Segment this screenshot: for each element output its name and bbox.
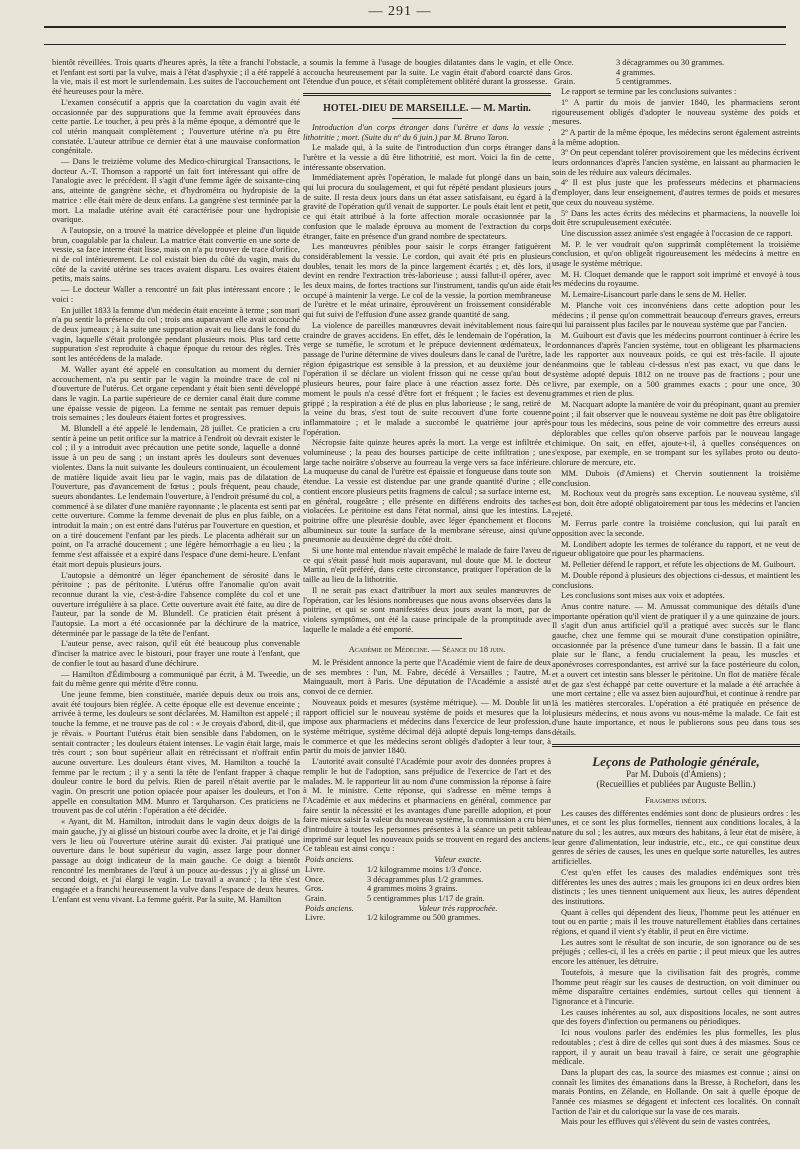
paragraph: Si une honte mal entendue n'avait empêché le malade de faire l'aveu de ce qui s'était passé huit mois auparavant, nul doute que M. le docteur Martin, n'eût préféré, dans cette circonstance, pratiquer l'opération de la taille au lieu de la lithotritie. [303, 546, 551, 585]
section-title-lecons: Leçons de Pathologie générale, [592, 753, 760, 769]
paragraph: Mais pour les effluves qui s'élèvent du sein de vastes contrées, [561, 1117, 771, 1127]
paragraph: M. Waller ayant été appelé en consultation au moment du dernier accouchement, n'a pu sentir par le vagin la moindre trace de col ni d'ouverture de l'utérus. Cet organe cependant y était bien senti développé dans le vagin. La partie supérieure de ce dernier canal était dure comme une épaisse vessie de pigeon. La femme ne sentait pas remuer depuis trois semaines ; les douleurs étaient fortes et progressives. [52, 364, 300, 423]
table-cell: 4 grammes. [616, 67, 656, 77]
paragraph: M. Guibourt est d'avis que les médecins pourront continuer à écrire les ordonnances d'après l'ancien système, tout en obligeant les pharmaciens de les rapporter aux nouveaux poids, ce qui est très-facile. Il ajoute néanmoins que le tableau ci-dessus n'est pas exact, vu que dans le système adopté depuis 1812 on ne trouve pas de fractions ; pour une livre, par exemple, on a 500 grammes exacts ; pour une once, 30 grammes et rien de plus. [552, 330, 800, 399]
paragraph: bientôt réveillées. Trois quarts d'heures après, la tête a franchi l'obstacle, et l'enfant est sorti par la vulve, mais à l'état d'asphyxie ; il a été rappelé à la vie, mais il est mort le surlendemain. Les suites de l'accouchement ont été heureuses pour la mère. [52, 58, 300, 97]
paragraph: M. Pelletier défend le rapport, et réfute les objections de M. Guibourt. [561, 560, 796, 570]
table-header: Poids anciens. [305, 903, 354, 913]
table-cell: 1/2 kilogramme ou 500 grammes. [367, 913, 481, 923]
section-subheading: Fragmens inédits. [645, 795, 707, 805]
table-cell: Grain. [554, 77, 576, 87]
paragraph: L'autorité avait consulté l'Académie pour avoir des données propres à remplir le but de l'adoption, sans préjudice de l'exercice de l'art et des malades. M. le rapporteur lit au nom d'une commission la réponse à faire à M. le ministre. Cette réponse, qui s'adresse en même temps à l'Académie et aux médecins et pharmaciens en général, commence par faire sentir la nécessité et les avantages d'une pareille adoption, et pour faire mieux saisir la valeur du nouveau système, la commission a cru bien d'introduire à toutes les personnes présentes à la séance un petit tableau imprimé sur lequel les nouveaux poids se trouvent en regard des anciens. Ce tableau est ainsi conçu : [303, 757, 551, 854]
table-row [303, 894, 551, 904]
paragraph: M. Nacquart adopte la manière de voir du préopinant, quant au premier point ; il fait observer que le nouveau système ne doit pas être obligatoire pour tous les médecins, sous peine de voir commettre des erreurs aussi déplorables que celles qu'on observe parfois par le nouveau langage chimique. On sait, en effet, ajoute-t-il, à quelles conséquences on s'expose, par exemple, en se trompant sur les syllabes proto ou deuto-chlorure de mercure, etc. [552, 399, 800, 468]
table-cell: Once. [305, 874, 325, 884]
paragraph: a soumis la femme à l'usage de bougies dilatantes dans le vagin, et elle accoucha heureusement par la suite. Le vagin était d'abord coarcté dans l'étendue d'un pouce, et s'était complètement oblitéré durant la grossesse. [303, 58, 551, 87]
paragraph: M. Planche voit ces inconvéniens dans cette adoption pour les médecins ; il pense qu'on commettrait beaucoup d'erreurs graves, erreurs qui lui paraissent plus faciles par le nouveau système que par l'ancien. [552, 300, 800, 330]
table-cell: Livre. [305, 913, 326, 923]
table-cell: Gros. [305, 884, 324, 894]
table-cell: 3 décagrammes ou 30 grammes. [616, 58, 725, 67]
paragraph: Les conclusions sont mises aux voix et adoptées. [561, 591, 725, 601]
paragraph: M. le Président annonce la perte que l'Académie vient de faire de deux de ses membres : l'un, M. Fabre, décédé à Versailles ; l'autre, M. Mainguault, mort à Paris. Une députation de l'Académie a assisté au convoi de ce dernier. [303, 658, 551, 697]
table-cell: 5 centigrammes plus 1/17 de grain. [367, 893, 485, 903]
table-row [552, 77, 800, 87]
weights-table-continued [552, 58, 800, 87]
paragraph: 5º Dans les actes écrits des médecins et pharmaciens, la nouvelle loi doit être scrupuleusement exécutée. [552, 208, 800, 228]
paragraph: A l'autopsie, on a trouvé la matrice développée et pleine d'un liquide brun, coagulable par la chaleur. La matrice était convertie en une sorte de vessie, sa face interne était lisse, mais on n'a pu trouver de trace d'orifice, ni de col intérieurement. Le col existait bien du côté du vagin, mais du côté de la cavité utérine ses traces avaient disparu. Les ovaires étaient petits, mais sains. [52, 225, 300, 284]
table-cell: Once. [554, 58, 574, 67]
column-1 [52, 58, 300, 905]
paragraph: Nécropsie faite quinze heures après la mort. La verge est infiltrée et volumineuse ; la peau des bourses participe de cette infiltration ; une large tache noirâtre s'observe au fourreau la verge vers sa face inférieure. La muqueuse du canal de l'urètre est épaissie et fongueuse dans toute son étendue. La vessie est distendue par une grande quantité d'urine ; elle contient encore plusieurs petits fragmens de calcul ; sa surface interne est, en général, rougeâtre ; elle présente en différens endroits des taches violacées. Le péritoine est dans l'état normal, ainsi que les intestins. La poitrine offre une pleurésie double, avec léger épanchement et flocons albumineux sur toute la surface de la membrane séreuse, ainsi qu'une pneumonie au deuxième degré du côté droit. [303, 438, 551, 545]
paragraph: MM. Dubois (d'Amiens) et Chervin soutiennent la troisième conclusion. [552, 468, 800, 488]
paragraph: Dans la plupart des cas, la source des miasmes est connue ; ainsi on connaît les limites des émanations dans la Bresse, à Rochefort, dans les marais Pontins, en Zélande, en Hollande. On sait à quelle époque de l'année ces miasmes se dégagent et infectent ces localités. On connaît l'action de l'air et du calorique sur la vase de ces marais. [552, 1067, 800, 1116]
section-heading-hotel-dieu: HOTEL-DIEU DE MARSEILLE. — M. Martin. [323, 103, 531, 115]
paragraph: « Ayant, dit M. Hamilton, introduit dans le vagin deux doigts de la main gauche, j'y ai glissé un bistouri courbe avec la droite, et je l'ai dirigé vers le lieu où l'ouverture utérine aurait dû exister. J'ai pratiqué une ouverture dans le bout supérieur du vagin, assez large pour donner passage au doigt indicateur de la main gauche. Ce doigt a bientôt rencontré les membranes de l'œuf à un pouce au-dessus ; j'y ai glissé un second doigt, et j'ai élargi le vagin. Le travail a avancé ; la tête s'est engagée et a franchi heureusement la vulve dans l'espace de deux heures. L'enfant est venu vivant. La femme guérit. Par la suite, M. Hamilton [52, 817, 300, 904]
header-rule [44, 26, 786, 28]
table-row [303, 913, 551, 923]
paragraph: M. Double répond à plusieurs des objections ci-dessus, et maintient les conclusions. [552, 570, 800, 590]
table-row [552, 68, 800, 78]
paragraph: Toutefois, à mesure que la civilisation fait des progrès, comme l'homme peut réagir sur les causes de destruction, on voit diminuer ou même disparaître certaines endémies, surtout celles qui tiennent à l'ignorance et à l'incurie. [552, 967, 800, 1006]
table-cell: Gros. [554, 67, 573, 77]
page-number: — 291 — [368, 4, 432, 19]
paragraph: En juillet 1833 la femme d'un médecin était enceinte à terme ; son mari n'a pu sentir la présence du col ; trois ans auparavant elle avait accouché de deux jumeaux ; à la suite une suppuration avait eu lieu dans le fond du vagin, laquelle s'était prolongée pendant plusieurs mois. Plus tard cette suppuration s'est reproduite à chaque époque du retour des règles. Très sont les antécédens de la malade. [52, 305, 300, 364]
table-cell: 1/2 kilogramme moins 1/3 d'once. [367, 864, 482, 874]
paragraph: Une jeune femme, bien constituée, mariée depuis deux ou trois ans, avait été toujours bien réglée. A cette époque elle est devenue enceinte ; arrivée à terme, les douleurs se sont déclarées. M. Hamilton est appelé ; il touche la femme, et ne trouve pas de col : « Je croyais d'abord, dit-il, que je rêvais. » Pourtant l'utérus était bien sensible dans l'abdomen, on le sentait contracter ; les douleurs étaient intenses. Le vagin était large, mais très court ; son bout supérieur allait en rétrécissant et n'offrait enfin aucune ouverture. Les douleurs étant vives, M. Hamilton a touché la femme par le rectum ; il y a senti la tête de l'enfant frapper à chaque douleur contre le bord du pelvis. Rien de pareil n'était avertie par le vagin. On prescrit une potion opiacée pour apaiser les douleurs, et l'on appelle en consultation MM. Munro et Tarquharson. Ces praticiens ne trouvent pas de col utérin : l'opération a été décidée. [52, 690, 300, 816]
paragraph: L'auteur pense, avec raison, qu'il eût été beaucoup plus convenable d'inciser la matrice avec le bistouri, pour frayer une route à l'enfant, que de confier le tout au hasard d'une déchirure. [52, 639, 300, 668]
table-header-row [303, 904, 551, 914]
divider [392, 118, 462, 119]
table-row [303, 865, 551, 875]
table-cell: 4 grammes moins 3 grains. [367, 884, 458, 894]
article-title: Introduction d'un corps étranger dans l'urètre et dans la vessie ; lithotritie ; mort. (Suite du nº du 6 juin.) par M. Bruno Taron. [303, 122, 551, 142]
paragraph: Quant à celles qui dépendent des lieux, l'homme peut les atténuer en tout ou en partie ; mais il les trouve naturellement établies dans certaines régions, et quand il vient s'y établir, il peut en être victime. [552, 907, 800, 937]
paragraph: M. Rochoux veut du progrès sans exception. Le nouveau système, s'il est bon, doit être adopté obligatoirement par tous les médecins et l'ancien rejeté. [552, 489, 800, 518]
paragraph: Les manœuvres pénibles pour saisir le corps étranger fatiguèrent considérablement la vessie. Le cordon, qui avait été pris en plusieurs doubles, tenait les mors de la pince largement écartés ; et, dès lors, il devint en rendre l'extraction très-laborieuse ; aussi fallut-il opérer, avec les deux mains, de fortes tractions sur l'instrument, tandis qu'un aide était occupé à maintenir la verge. Le col de la vessie, la portion membraneuse de l'urètre et le méat urinaire, éprouvèrent un froissement considérable qui fut suivi de l'effusion d'une assez grande quantité de sang. [303, 242, 551, 320]
paragraph: Ici nous voulons parler des endémies les plus formelles, les plus redoutables ; c'est à dire de celles qui sont dues à des miasmes. Sous ce rapport, il y aurait un beau travail à faire, ce serait une géographie médicale. [552, 1028, 800, 1067]
paragraph: 2º A partir de la même époque, les médecins seront également astreints à la même adoption. [552, 127, 800, 147]
column-3 [552, 58, 800, 1128]
paragraph: M. P. le ver voudrait qu'on supprimât complètement la troisième conclusion, et qu'on obligeât rigoureusement les médecins à mettre en usage le système métrique. [552, 239, 800, 269]
paragraph: Les causes des différentes endémies sont donc de plusieurs ordres : les unes, et ce sont les plus formelles, tiennent aux conditions locales, à la nature du sol ; les autres, aux mœurs des habitans, à leur état de misère, à leur genre d'alimentation, leur industrie, etc., etc., ce qui constitue deux genres de séries de causes, les unes en quelque sorte naturelles, les autres artificielles. [552, 808, 800, 867]
paragraph: Une discussion assez animée s'est engagée à l'occasion de ce rapport. [561, 228, 793, 238]
paragraph: 3º On peut cependant tolérer provisoirement que les médecins écrivent leurs ordonnances d'après l'ancien système, en laissant au pharmacien le soin de les réduire aux valeurs décimales. [552, 148, 800, 177]
column-2 [303, 58, 551, 923]
table-row [303, 875, 551, 885]
paragraph: — Dans le treizième volume des Medico-chirurgical Transactions, le docteur A.-T. Thomson a rapporté un fait fort intéressant qui offre de l'analogie avec le précédent. Il s'agit d'une femme âgée de soixante-cinq ans, atteinte de gangrène sèche, et d'hydrométra ou hydropisie de la matrice : elle était mère de deux enfans. La gangrène s'est terminée par la mort. La maladie utérine avait été caractérisée pour une hydropisie ovarique. [52, 157, 300, 225]
paragraph: Le malade qui, à la suite de l'introduction d'un corps étranger dans l'urètre et la vessie a dû être lithotritié, est mort. Voici la fin de cette intéressante observation. [303, 143, 551, 172]
section-divider [552, 744, 800, 747]
table-row [303, 884, 551, 894]
table-row [552, 58, 800, 68]
paragraph: 1º A partir du mois de janvier 1840, les pharmaciens seront rigoureusement obligés d'adopter le nouveau système des poids et mesures. [552, 97, 800, 127]
paragraph: Les autres sont le résultat de son incurie, de son ignorance ou de ses préjugés ; celles-ci, il les a créés en partie ; il peut mieux que les autres encore les atténuer, les détruire. [552, 937, 800, 967]
paragraph: 4º Il est plus juste que les professeurs médecins et pharmaciens d'employer, dans leur enseignement, d'autres termes de poids et mesures que ceux du nouveau système. [552, 178, 800, 207]
table-cell: 5 centigrammes. [616, 77, 672, 87]
paragraph: Immédiatement après l'opération, le malade fut plongé dans un bain, qui lui procura du soulagement, et qui fut répété pendant plusieurs jours de suite. Il resta deux jours dans un état assez satisfaisant, eu égard à la gravité de l'opération qu'il venait de supporter. Le pouls était lent et petit, ce qui était attribué à la forte affection morale occasionnée par la confusion que le malade éprouva au moment de l'extraction du corps étranger, faite en présence d'un grand nombre de spectateurs. [303, 173, 551, 241]
lecons-author: Par M. Dubois (d'Amiens) ; [626, 768, 726, 779]
paragraph: Le rapport se termine par les conclusions suivantes : [561, 87, 737, 97]
paragraph: C'est qu'en effet les causes des maladies endémiques sont très différentes les unes des autres ; mais les groupons ici en deux ordres bien distincts ; les unes tiennent uniquement aux lieux, les autres dépendent des institutions. [552, 867, 800, 906]
paragraph: — Le docteur Waller a rencontré un fait plus intéressant encore ; le voici : [52, 285, 300, 304]
table-header: Valeur très rapprochée. [418, 903, 498, 913]
weights-table [303, 855, 551, 923]
paragraph: M. Ferrus parle contre la troisième conclusion, qui lui paraît en opposition avec la seconde. [552, 519, 800, 539]
paragraph: Il ne serait pas exact d'attribuer la mort aux seules manœuvres de l'opération, car les lésions nombreuses que nous avons observées dans la poitrine, et qui se sont manifestées deux jours avant la mort, par de violens symptômes, ont été la cause principale de la promptitude avec laquelle le malade a été emporté. [303, 585, 551, 634]
paragraph: L'autopsie a démontré un léger épanchement de sérosité dans le péritoine ; pas de péritonite. L'utérus offre l'anomalie qu'on avait reconnue durant la vie, c'est-à-dire l'absence complète du col et une ouverture irrégulière à sa place. Cette ouverture avait été faite, au dire de l'auteur, par la sonde de M. Blundell. Ce praticien était présent à l'autopsie. La mort a été occasionnée par la déchirure de la matrice, déterminée par le passage de la tête de l'enfant. [52, 570, 300, 638]
table-header-row [303, 855, 551, 865]
divider [392, 638, 462, 639]
paragraph: Nouveaux poids et mesures (système métrique). — M. Double lit un rapport officiel sur le nouveau système de poids et mesures que la loi impose aux pharmaciens et médecins dans l'exercice de leur profession, système métrique, système décimal déjà adopté depuis long-temps dans le commerce et que les médecins seront obligés d'adopter à leur tour, à partir du mois de janvier 1840. [303, 697, 551, 756]
lecons-collected-by: (Recueillies et publiées par Auguste Bellin.) [596, 779, 756, 790]
table-header: Poids anciens. [305, 855, 354, 865]
paragraph: M. Lemaire-Lisancourt parle dans le sens de M. Heller. [561, 290, 747, 300]
table-cell: 3 décagrammes plus 1/2 grammes. [367, 874, 484, 884]
table-cell: Livre. [305, 864, 326, 874]
section-divider [303, 93, 551, 96]
paragraph: M. H. Cloquet demande que le rapport soit imprimé et envoyé à tous les médecins du royaume. [552, 269, 800, 289]
paragraph: L'examen consécutif a appris que la coarctation du vagin avait été occasionnée par des suppurations que la femme avait éprouvées dans cette partie. Le toucher, à peu près à la même époque, a démontré que le col utérin manquait complètement ; l'ouverture utérine n'a pu être constatée. L'auteur attribue ce dernier état à une mauvaise conformation congénitale. [52, 97, 300, 156]
paragraph: — Hamilton d'Édimbourg a communiqué par écrit, à M. Tweedie, un fait du même genre qui mérite d'être connu. [52, 669, 300, 689]
paragraph: Les causes inhérentes au sol, aux dispositions locales, ne sont autres que des foyers d'infection ou permanens ou périodiques. [552, 1007, 800, 1027]
table-header: Valeur exacte. [434, 855, 482, 865]
section-heading-academie: Académie de Médecine. — Séance du 18 juin. [348, 645, 506, 655]
paragraph: M. Londibert adopte les termes de tolérance du rapport, et ne veut de rigueur obligatoire que pour les pharmaciens. [552, 539, 800, 559]
header-rule-thin [44, 44, 786, 45]
paragraph: Anus contre nature. — M. Amussat communique des détails d'une importante opération qu'il vient de pratiquer il y a une quinzaine de jours. Il s'agit d'un anus artificiel qu'il a pratiqué avec succès sur le flanc gauche, chez une femme qui se mourait d'une constipation opiniâtre, occasionnée par la présence d'une tumeur dans le bassin. Il a fait une plaie sur le flanc, a fendu crucialement la peau, les muscles et aponévroses correspondantes, est arrivé sur la face postérieure du colon, et a ouvert cet intestin sans blesser le péritoine. Un flot de matière fécale et de gaz s'est échappé par cette ouverture et la malade a été arrachée à une mort certaine ; elle va assez bien aujourd'hui, et continue à rendre par là les matières stercorales. L'opération a été pratiquée en présence de plusieurs médecins, et nous avons vu nous-même la malade. Ce fait est d'une haute importance, et nous le publierons sous peu dans tous ses détails. [552, 601, 800, 738]
paragraph: La violence de pareilles manœuvres devait inévitablement nous faire craindre de graves accidens. En effet, dès le lendemain de l'opération, la verge se tuméfie, le scrotum et le prépuce deviennent œdémateux, le passage de l'urine détermine de vives douleurs dans le canal de l'urètre, la région épigastrique est sensible à la pression, et au deuxième jour de l'opération il se déclare un violent frisson qui ne cesse qu'au bout de plusieurs heures, pour faire place à une réaction assez forte. Dès ce moment le pouls n'a cessé d'être fort et fréquent ; le facies est devenu grippé ; la respiration a été de plus en plus laborieuse ; le sang, retiré de la veine du bras, s'est tout de suite recouvert d'une forte couenne inflammatoire ; et le malade a succombé le quatrième jour après l'opération. [303, 320, 551, 437]
table-cell: Grain. [305, 893, 327, 903]
paragraph: M. Blundell a été appelé le lendemain, 28 juillet. Ce praticien a cru sentir à peine un petit orifice sur la matrice à l'endroit où devrait exister le col ; il y a introduit avec précaution une petite sonde, laquelle a donné issue à un peu de sang ; un instant après les douleurs sont devenues violentes. Dans la nuit suivante les douleurs continuaient, un écoulement de matière liquide avait lieu par le vagin, mais pas de dilatation de l'ouverture, pas d'avancement de fœtus ; pouls fréquent, peau chaude, sueurs abondantes. Le lendemain l'ouverture, à l'endroit présumé du col, a commencé à se dilater d'une manière rayonnante ; le placenta est senti par cette ouverture. Comme la femme devenait de plus en plus faible, on a introduit la main ; on est entré dans l'utérus par l'ouverture en question, et on a tiré doucement l'enfant par les pieds. Le placenta adhérait sur un point, on l'a arraché doucement ; une légère hémorrhagie a eu lieu ; la femme s'est affaissée et a expiré dans l'espace d'une demi-heure. L'enfant était mort depuis plusieurs jours. [52, 424, 300, 569]
